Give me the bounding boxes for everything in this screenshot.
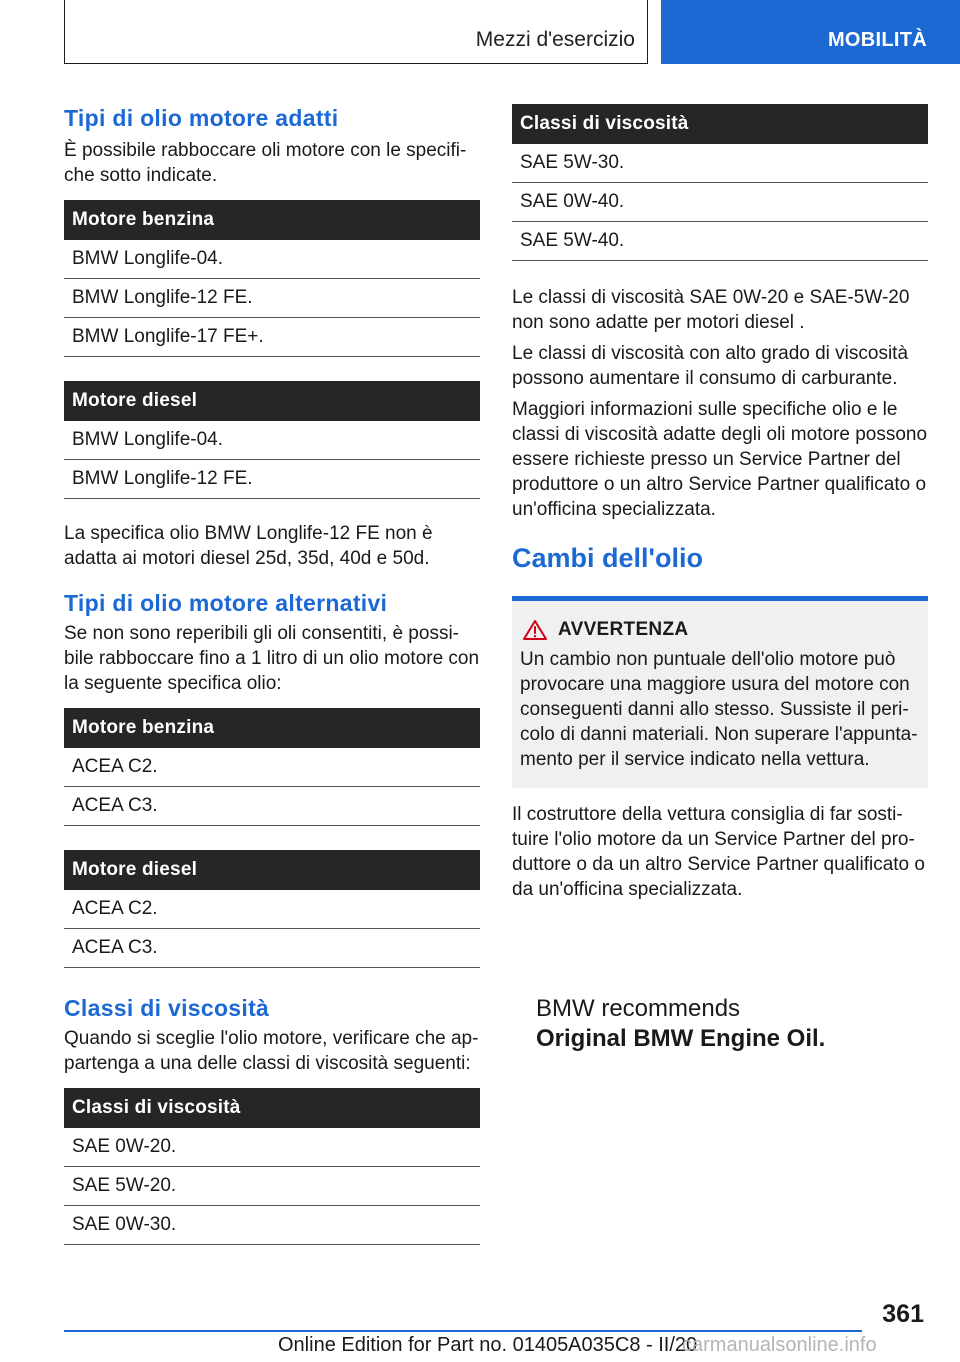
header-section-box	[64, 0, 648, 64]
para-oil-change-recommendation: Il costruttore della vettura consiglia di far sostituire l'olio motore da un Service Partner del produttore o da un altro Service Partner qualificato o da un'officina specializzata.	[512, 804, 925, 900]
table-cell: ACEA C2.	[64, 890, 480, 929]
table-cell: ACEA C2.	[64, 748, 480, 787]
bmw-oil-promo	[536, 994, 936, 1054]
table-row	[64, 421, 480, 460]
table-cell: SAE 5W-40.	[512, 222, 928, 261]
table-row	[64, 787, 480, 826]
table-header: Classi di viscosità	[512, 104, 928, 144]
para-viscosity: Quando si sceglie l'olio motore, verificare che appartenga a una delle classi di viscosità seguenti:	[64, 1028, 479, 1074]
header-chapter-tab	[661, 0, 960, 64]
table-row	[512, 183, 928, 222]
table-petrol-specs	[64, 200, 480, 357]
para-viscosity-consumption: Le classi di viscosità con alto grado di viscosità possono aumentare il consumo di carburante.	[512, 343, 909, 389]
table-cell: BMW Longlife-12 FE.	[64, 460, 480, 499]
table-cell: SAE 5W-30.	[512, 144, 928, 183]
page-number: 361	[882, 1300, 924, 1328]
table-row	[64, 890, 480, 929]
warning-title-row	[522, 619, 918, 641]
table-cell: BMW Longlife-12 FE.	[64, 279, 480, 318]
table-row	[64, 460, 480, 499]
table-cell: SAE 5W-20.	[64, 1167, 480, 1206]
heading-viscosity: Classi di viscosità	[64, 995, 270, 1021]
table-viscosity-1	[64, 1088, 480, 1245]
right-column	[512, 102, 928, 902]
table-row	[64, 929, 480, 968]
table-header: Motore benzina	[64, 200, 480, 240]
table-row	[512, 144, 928, 183]
para-alternative-oils: Se non sono reperibili gli oli consentiti, è possibile rabboccare fino a 1 litro di un olio motore con la seguente specifica olio:	[64, 623, 480, 694]
header-section-label: Mezzi d'esercizio	[475, 28, 635, 51]
table-alt-diesel-specs	[64, 850, 480, 968]
warning-title: AVVERTENZA	[558, 619, 689, 640]
heading-oil-change: Cambi dell'olio	[512, 543, 703, 573]
header-chapter-label: MOBILITÀ	[827, 29, 927, 51]
heading-alternative-oils: Tipi di olio motore alternativi	[64, 590, 388, 616]
promo-line-2: Original BMW Engine Oil.	[536, 1025, 826, 1052]
table-header: Classi di viscosità	[64, 1088, 480, 1128]
table-row	[64, 1167, 480, 1206]
table-cell: ACEA C3.	[64, 787, 480, 826]
heading-suitable-oils: Tipi di olio motore adatti	[64, 105, 339, 131]
table-row	[512, 222, 928, 261]
warning-body: Un cambio non puntuale dell'olio motore può provocare una maggiore usura del motore con conseguenti danni allo stesso. Sussiste il pericolo di danni materiali. Non superare l'appuntamento per il service indicato nella vettura.	[520, 649, 918, 770]
table-row	[64, 1206, 480, 1245]
footer-watermark: carmanualsonline.info	[682, 1334, 877, 1356]
table-header: Motore benzina	[64, 708, 480, 748]
table-cell: SAE 0W-20.	[64, 1128, 480, 1167]
left-column	[64, 102, 480, 1245]
table-diesel-specs	[64, 381, 480, 499]
warning-triangle-icon	[522, 619, 548, 641]
table-cell: ACEA C3.	[64, 929, 480, 968]
table-cell: BMW Longlife-17 FE+.	[64, 318, 480, 357]
table-viscosity-2	[512, 104, 928, 261]
table-cell: SAE 0W-40.	[512, 183, 928, 222]
table-row	[64, 318, 480, 357]
table-cell: SAE 0W-30.	[64, 1206, 480, 1245]
table-row	[64, 240, 480, 279]
para-viscosity-diesel: Le classi di viscosità SAE 0W-20 e SAE-5W-20 non sono adatte per motori diesel .	[512, 287, 910, 333]
table-row	[64, 1128, 480, 1167]
promo-line-1: BMW recommends	[536, 995, 741, 1022]
para-more-info: Maggiori informazioni sulle specifiche olio e le classi di viscosità adatte degli oli motore possono essere richieste presso un Service Partner del produttore o un altro Service Partner qualificato o un'officina specializzata.	[512, 399, 928, 520]
table-alt-petrol-specs	[64, 708, 480, 826]
para-longlife-note: La specifica olio BMW Longlife-12 FE non è adatta ai motori diesel 25d, 35d, 40d e 50d.	[64, 523, 433, 569]
table-header: Motore diesel	[64, 850, 480, 890]
table-cell: BMW Longlife-04.	[64, 240, 480, 279]
table-row	[64, 279, 480, 318]
footer-rule	[64, 1330, 862, 1332]
footer-edition: Online Edition for Part no. 01405A035C8 - II/20	[278, 1334, 698, 1356]
table-cell: BMW Longlife-04.	[64, 421, 480, 460]
para-suitable-oils: È possibile rabboccare oli motore con le specifiche sotto indicate.	[64, 140, 467, 186]
table-row	[64, 748, 480, 787]
table-header: Motore diesel	[64, 381, 480, 421]
warning-box	[512, 596, 928, 788]
